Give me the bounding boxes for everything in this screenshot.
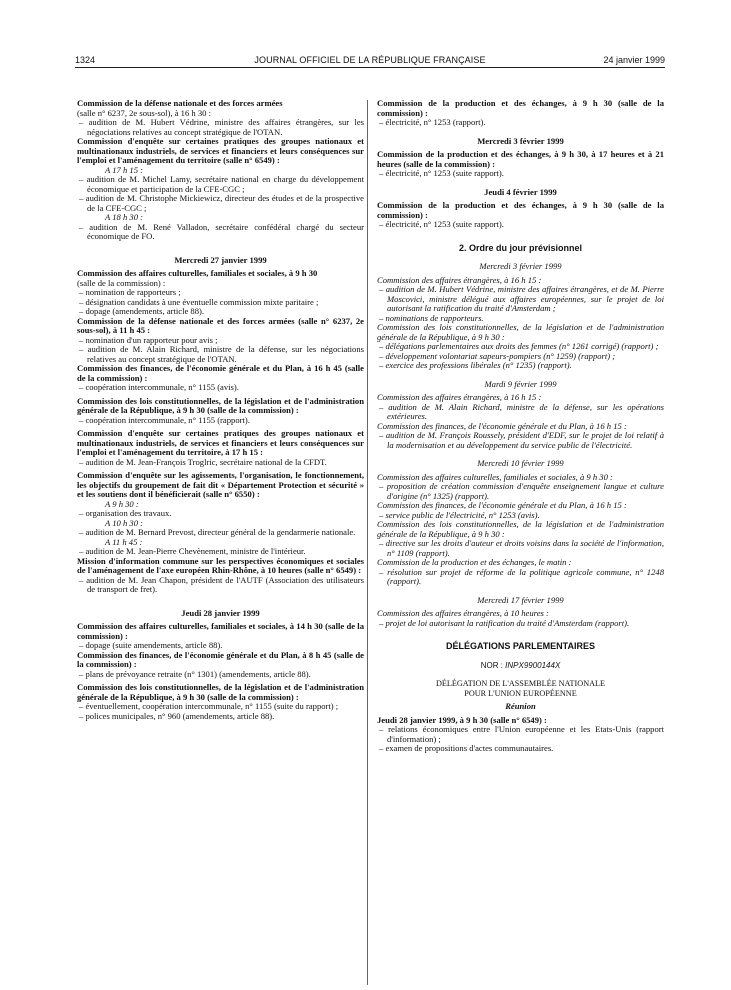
day-heading: Jeudi 4 février 1999 bbox=[484, 186, 557, 197]
agenda-item: – désignation candidats à une éventuelle commission mixte paritaire ; bbox=[79, 296, 319, 307]
agenda-item: – audition de M. Jean-François Troglric, secrétaire national de la CFDT. bbox=[79, 456, 327, 467]
time-slot: A 11 h 45 : bbox=[105, 536, 143, 547]
agenda-heading: Mission d'information commune sur les perspectives économiques et sociales de l'aménagement de l'axe européen Rhin-Rhône, à 10 heures (salle n° 6549) : bbox=[77, 555, 364, 575]
agenda-heading: Commission des affaires culturelles, familiales et sociales, à 9 h 30 : bbox=[377, 471, 613, 482]
time-slot: A 9 h 30 : bbox=[105, 498, 139, 509]
agenda-subheading: (salle de la commission) : bbox=[77, 277, 166, 288]
agenda-heading: Commission des finances, de l'économie générale et du Plan, à 16 h 15 : bbox=[377, 420, 627, 431]
agenda-heading: Commission de la défense nationale et des forces armées (salle n° 6237, 2e sous-sol), à 11 h 45 : bbox=[77, 315, 364, 335]
column-divider bbox=[367, 100, 368, 985]
agenda-item: – électricité, n° 1253 (suite rapport). bbox=[379, 168, 504, 178]
day-heading: Mercredi 3 février 1999 bbox=[477, 135, 564, 146]
agenda-item: – électricité, n° 1253 (suite rapport). bbox=[379, 219, 504, 229]
agenda-heading: Commission des lois constitutionnelles, de la législation et de l'administration générale de la République, à 9 h 30 (salle de la commission) : bbox=[77, 682, 364, 702]
agenda-heading: Commission des affaires étrangères, à 16 h 15 : bbox=[377, 392, 542, 402]
agenda-heading: Commission des finances, de l'économie générale et du Plan, à 8 h 45 (salle de la commission) : bbox=[77, 649, 364, 669]
agenda-item: – délégations parlementaires aux droits des femmes (n° 1261 corrigé) (rapport) ; bbox=[379, 341, 659, 351]
agenda-item: – service public de l'électricité, n° 1253 (avis). bbox=[379, 509, 540, 520]
agenda-item: – examen de propositions d'actes communautaires. bbox=[379, 743, 554, 753]
agenda-item: – audition de M. Michel Lamy, secrétaire national en charge du développement économique et participation de la CFE-CGC ; bbox=[79, 174, 364, 194]
agenda-item: – relations économiques entre l'Union européenne et les Etats-Unis (rapport d'information) ; bbox=[379, 724, 664, 744]
day-heading: Jeudi 28 janvier 1999 bbox=[181, 607, 260, 618]
agenda-item: – dopage (amendements, article 88). bbox=[79, 306, 205, 316]
agenda-heading: Commission des finances, de l'économie générale et du Plan, à 16 h 45 (salle de la commission) : bbox=[77, 363, 364, 383]
nor-label: NOR : bbox=[480, 660, 506, 670]
day-heading: Mercredi 10 février 1999 bbox=[477, 458, 564, 468]
delegation-title: DÉLÉGATION DE L'ASSEMBLÉE NATIONALE bbox=[435, 679, 606, 688]
section-heading: DÉLÉGATIONS PARLEMENTAIRES bbox=[445, 641, 595, 651]
agenda-heading: Commission des finances, de l'économie générale et du Plan, à 16 h 15 : bbox=[377, 500, 627, 510]
agenda-subheading: (salle n° 6237, 2e sous-sol), à 16 h 30 : bbox=[77, 107, 211, 118]
agenda-item: – projet de loi autorisant la ratification du traité d'Amsterdam (rapport). bbox=[379, 617, 630, 628]
agenda-heading: Commission des affaires culturelles, familiales et sociales, à 14 h 30 (salle de la commission) : bbox=[77, 621, 364, 641]
page-header bbox=[75, 55, 665, 67]
agenda-item: – exercice des professions libérales (n° 1235) (rapport). bbox=[379, 360, 572, 370]
agenda-heading: Commission des lois constitutionnelles, de la législation et de l'administration générale de la République, à 9 h 30 : bbox=[377, 519, 664, 539]
agenda-item: – audition de M. Alain Richard, ministre de la défense, sur les négociations relatives au concept stratégique de l'OTAN. bbox=[79, 344, 364, 364]
agenda-heading: Commission de la production et des échanges, à 9 h 30 (salle de la commission) : bbox=[377, 98, 664, 118]
agenda-heading: Commission des lois constitutionnelles, de la législation et de l'administration générale de la République, à 9 h 30 (salle de la commission) : bbox=[77, 395, 364, 415]
agenda-heading: Jeudi 28 janvier 1999, à 9 h 30 (salle n° 6549) : bbox=[377, 714, 547, 725]
agenda-item: – audition de M. François Roussely, président d'EDF, sur le projet de loi relatif à la modernisation et au développement du service public de l'électricité. bbox=[379, 430, 664, 450]
agenda-item: – nomination de rapporteurs ; bbox=[79, 287, 181, 297]
agenda-item: – plans de prévoyance retraite (n° 1301) (amendements, article 88). bbox=[79, 668, 311, 679]
right-column bbox=[377, 99, 664, 754]
agenda-item: – développement volontariat sapeurs-pompiers (n° 1259) (rapport) ; bbox=[379, 350, 616, 361]
agenda-heading: Commission de la défense nationale et des forces armées bbox=[77, 98, 283, 108]
agenda-heading: Commission de la production et des échanges, le matin : bbox=[377, 557, 572, 567]
agenda-item: – audition de M. Bernard Prevost, directeur général de la gendarmerie nationale. bbox=[79, 527, 356, 537]
agenda-item: – audition de M. Jean-Pierre Chevènement, ministre de l'intérieur. bbox=[79, 546, 306, 556]
day-heading: Mercredi 17 février 1999 bbox=[477, 594, 564, 605]
agenda-item: – audition de M. Alain Richard, ministre de la défense, sur les opérations extérieures. bbox=[379, 401, 664, 421]
agenda-item: – directive sur les droits d'auteur et droits voisins dans la société de l'information, n° 1109 (rapport). bbox=[379, 538, 664, 558]
agenda-heading: Commission d'enquête sur certaines pratiques des groupes nationaux et multinationaux industriels, de services et financiers et leurs conséquences sur l'emploi et l'aménagement du territoire (salle n° 6549) : bbox=[77, 136, 364, 165]
nor-reference bbox=[377, 661, 664, 671]
agenda-item: – polices municipales, n° 960 (amendements, article 88). bbox=[79, 710, 275, 721]
agenda-item: – électricité, n° 1253 (rapport). bbox=[379, 117, 486, 127]
reunion-heading: Réunion bbox=[505, 701, 536, 711]
time-slot: A 10 h 30 : bbox=[105, 517, 144, 528]
header-rule bbox=[75, 67, 665, 68]
day-heading: Mercredi 3 février 1999 bbox=[479, 261, 562, 271]
agenda-item: – nomination d'un rapporteur pour avis ; bbox=[79, 334, 218, 345]
agenda-item: – nominations de rapporteurs. bbox=[379, 312, 484, 323]
agenda-item: – audition de M. Hubert Védrine, ministre des affaires étrangères, et de M. Pierre Moscovici, ministre délégué aux affaires européennes, sur le projet de loi autorisant la ratification du traité d'Amsterdam ; bbox=[379, 284, 664, 313]
agenda-heading: Commission d'enquête sur les agissements, l'organisation, le fonctionnement, les objectifs du groupement de fait dit « Département Protection et sécurité » et les soutiens dont il bénéficierait (salle n° 6550) : bbox=[77, 470, 364, 499]
issue-date: 24 janvier 1999 bbox=[603, 55, 665, 65]
time-slot: A 18 h 30 : bbox=[105, 212, 144, 222]
agenda-heading: Commission d'enquête sur certaines pratiques des groupes nationaux et multinationaux industriels, de services et financiers et leurs conséquences sur l'emploi et l'aménagement du territoire, à 17 h 15 : bbox=[77, 428, 364, 457]
day-heading: Mercredi 27 janvier 1999 bbox=[174, 254, 267, 265]
page-number: 1324 bbox=[75, 55, 96, 65]
agenda-heading: Commission des lois constitutionnelles, de la législation et de l'administration générale de la République, à 9 h 30 : bbox=[377, 322, 664, 342]
journal-title: JOURNAL OFFICIEL DE LA RÉPUBLIQUE FRANÇAISE bbox=[254, 55, 486, 65]
agenda-item: – audition de M. Jean Chapon, président de l'AUTF (Association des utilisateurs de transport de fret). bbox=[79, 574, 364, 594]
agenda-heading: Commission des affaires étrangères, à 10 heures : bbox=[377, 608, 549, 618]
nor-code: INPX9900144X bbox=[505, 660, 561, 670]
time-slot: A 17 h 15 : bbox=[105, 164, 144, 175]
agenda-item: – proposition de création commission d'enquête enseignement langue et culture d'origine (n° 1325) (rapport). bbox=[379, 481, 664, 501]
agenda-heading: Commission des affaires étrangères, à 16 h 15 : bbox=[377, 274, 542, 285]
agenda-item: – dopage (suite amendements, article 88). bbox=[79, 640, 223, 650]
agenda-item: – audition de M. Hubert Védrine, ministre des affaires étrangères, sur les négociations relatives au concept stratégique de l'OTAN. bbox=[79, 117, 364, 137]
agenda-heading: Commission de la production et des échanges, à 9 h 30 (salle de la commission) : bbox=[377, 200, 664, 220]
agenda-item: – audition de M. Christophe Mickiewicz, directeur des études et de la prospective de la CFE-CGC ; bbox=[79, 193, 364, 213]
agenda-item: – coopération intercommunale, n° 1155 (avis). bbox=[79, 382, 239, 392]
agenda-item: – audition de M. René Valladon, secrétaire confédéral chargé du secteur économique de FO. bbox=[79, 221, 364, 241]
day-heading: Mardi 9 février 1999 bbox=[484, 378, 557, 389]
delegation-title: POUR L'UNION EUROPÉENNE bbox=[464, 688, 577, 698]
section-heading: 2. Ordre du jour prévisionnel bbox=[458, 242, 583, 253]
agenda-item: – coopération intercommunale, n° 1155 (rapport). bbox=[79, 414, 250, 425]
left-column bbox=[77, 99, 364, 721]
agenda-item: – résolution sur projet de réforme de la politique agricole commune, n° 1248 (rapport). bbox=[379, 566, 664, 586]
agenda-item: – organisation des travaux. bbox=[79, 508, 172, 518]
agenda-item: – éventuellement, coopération intercommunale, n° 1155 (suite du rapport) ; bbox=[79, 701, 339, 711]
agenda-heading: Commission de la production et des échanges, à 9 h 30, à 17 heures et à 21 heures (salle de la commission) : bbox=[377, 149, 664, 169]
agenda-heading: Commission des affaires culturelles, familiales et sociales, à 9 h 30 bbox=[77, 268, 318, 278]
